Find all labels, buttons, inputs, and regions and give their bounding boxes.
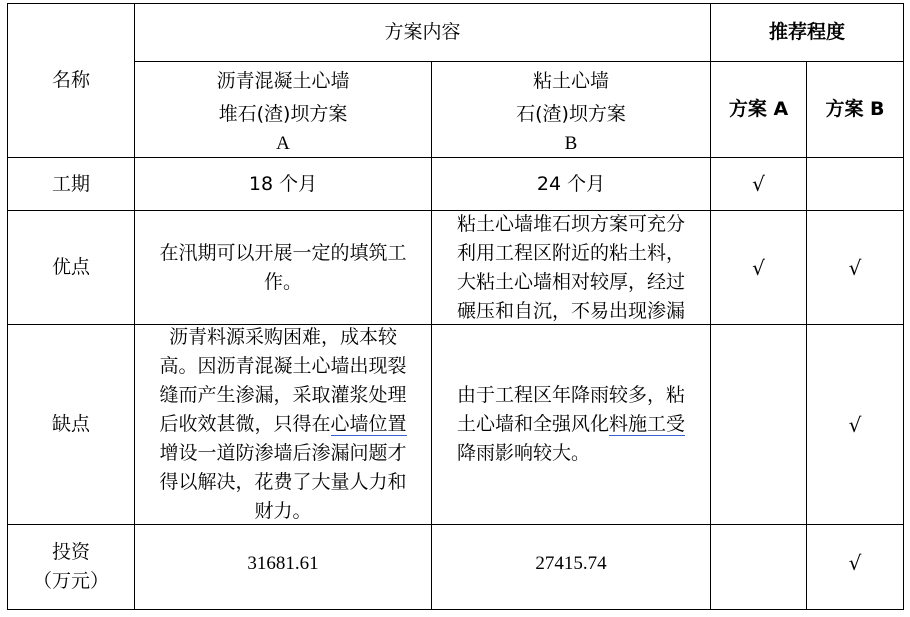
header-recommendation: 推荐程度 [768, 21, 845, 43]
row-plan-a-line: 增设一道防渗墙后渗漏问题才 [159, 442, 407, 464]
row-rec-b-cell [807, 211, 903, 324]
row-plan-a-line: 在汛期可以开展一定的填筑工 [159, 241, 407, 264]
underlined-text-segment: 心墙位置 [330, 413, 407, 435]
row-plan-a-line: 得以解决，花费了大量人力和 [159, 471, 407, 493]
text-segment: 后收效甚微，只得在 [159, 413, 331, 435]
row-plan-b-cell [432, 211, 710, 324]
row-plan-a-cell [135, 158, 431, 210]
row-plan-a-line: 作。 [263, 270, 302, 293]
row-rec-a-cell [711, 211, 806, 324]
row-rec-b-cell [807, 525, 903, 609]
row-plan-a-value: 31681.61 [247, 552, 319, 574]
text-segment: 土心墙和全强风化 [456, 413, 609, 435]
row-plan-b-line: 粘土心墙堆石坝方案可充分 [456, 212, 685, 235]
row-label: 工期 [51, 172, 90, 195]
row-plan-b-cell [432, 325, 710, 524]
row-plan-b-line: 大粘土心墙相对较厚，经过 [456, 270, 685, 293]
row-plan-b-line [457, 410, 685, 439]
check-mark-icon: √ [848, 551, 862, 575]
header-name-cell [8, 4, 134, 157]
row-plan-b-value: 24 个月 [536, 172, 606, 195]
header-plan-content: 方案内容 [384, 21, 461, 43]
header-plan-b-line: 粘土心墙 [532, 69, 609, 92]
header-plan-a-cell [135, 62, 431, 157]
row-label-line: （万元） [32, 570, 109, 592]
row-rec-a-cell [711, 325, 806, 524]
table-border-right [903, 3, 904, 610]
row-label-line: 投资 [51, 541, 90, 563]
header-rec-a-cell [711, 62, 806, 157]
row-rec-b-cell [807, 158, 903, 210]
check-mark-icon: √ [848, 412, 862, 437]
header-recommendation-cell [711, 4, 903, 61]
row-plan-a-line: 缝而产生渗漏，采取灌浆处理 [159, 384, 407, 406]
row-label-cell [8, 325, 134, 524]
header-rec-b: 方案 B [825, 98, 885, 120]
row-plan-b-line: 利用工程区附近的粘土料， [456, 241, 685, 264]
header-name: 名称 [51, 69, 90, 91]
row-plan-a-line [159, 410, 406, 439]
check-mark-icon: √ [848, 255, 862, 280]
row-label-cell [8, 525, 134, 609]
header-plan-a-line: 沥青混凝土心墙 [216, 69, 350, 92]
row-plan-b-line: 由于工程区年降雨较多，粘 [456, 384, 685, 406]
check-mark-icon: √ [752, 255, 765, 280]
row-plan-a-line: 高。因沥青混凝土心墙出现裂 [159, 355, 407, 377]
row-plan-a-cell [135, 325, 431, 524]
header-plan-a-line: 堆石(渣)坝方案 [218, 102, 348, 125]
row-plan-b-cell [432, 158, 710, 210]
underlined-text-segment: 料施工受 [609, 413, 686, 435]
header-rec-a: 方案 A [728, 98, 789, 120]
header-plan-content-cell [135, 4, 710, 61]
row-plan-b-line: 降雨影响较大。 [456, 442, 590, 464]
row-plan-a-line: 沥青料源采购困难，成本较 [168, 326, 397, 348]
check-mark-icon: √ [752, 172, 765, 196]
row-plan-b-cell [432, 525, 710, 609]
header-plan-b-line: 石(渣)坝方案 [516, 102, 626, 125]
row-plan-a-cell [135, 525, 431, 609]
row-label-cell [8, 158, 134, 210]
row-rec-a-cell [711, 158, 806, 210]
row-plan-b-line: 碾压和自沉，不易出现渗漏 [456, 299, 685, 322]
header-plan-b-letter: B [564, 132, 578, 154]
row-plan-a-value: 18 个月 [248, 172, 318, 195]
row-plan-a-line: 财力。 [254, 500, 312, 522]
row-rec-b-cell [807, 325, 903, 524]
row-plan-a-cell [135, 211, 431, 324]
row-plan-b-value: 27415.74 [535, 552, 607, 574]
header-plan-a-letter: A [276, 132, 290, 154]
table-border-bottom [7, 609, 904, 610]
row-label: 缺点 [51, 413, 90, 435]
row-rec-a-cell [711, 525, 806, 609]
row-label: 优点 [51, 256, 90, 278]
header-rec-b-cell [807, 62, 903, 157]
header-plan-b-cell [432, 62, 710, 157]
row-label-cell [8, 211, 134, 324]
